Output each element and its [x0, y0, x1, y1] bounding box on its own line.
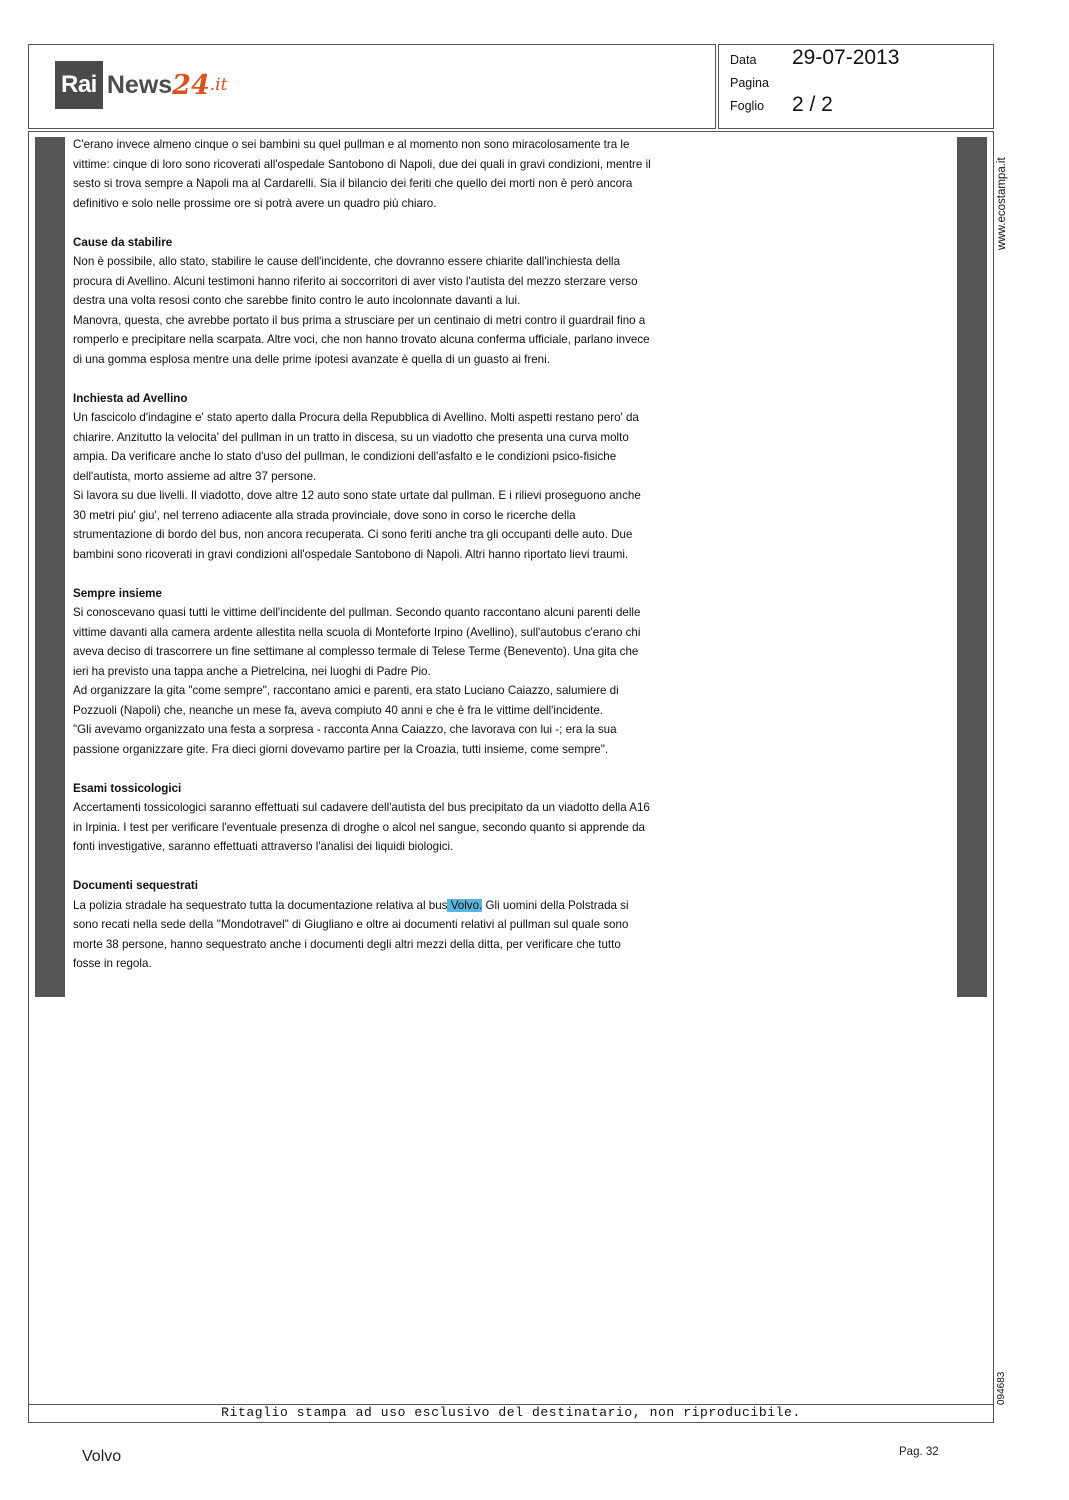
meta-value-foglio: 2 / 2 [792, 93, 833, 116]
paragraph: "Gli avevamo organizzato una festa a sorpresa - racconta Anna Caiazzo, che lavorava con lui -; era la sua passione organizzare gite. Fra dieci giorni dovevamo partire per la Croazia, tutti insieme, come sempre". [73, 723, 617, 756]
meta-label-pagina: Pagina [730, 76, 769, 90]
footer-page-number: Pag. 32 [899, 1446, 939, 1458]
paragraph-text: Gli uomini della Polstrada si sono recati nella sede della "Mondotravel" di Giugliano e oltre ai documenti relativi al pullman sul quale sono morte 38 persone, hanno sequestrato anche i documenti degli altri mezzi della ditta, per verificare che tutto fosse in regola. [73, 898, 629, 970]
article-intro: C'erano invece almeno cinque o sei bambini su quel pullman e al momento non sono miracolosamente tra le vittime: cinque di loro sono ricoverati all'ospedale Santobono di Napoli, due dei quali in gravi condizioni, mentre il sesto si trova sempre a Napoli ma al Cardarelli. Sia il bilancio dei feriti che quello dei morti non è però ancora definitivo e solo nelle prossime ore si potrà avere un quadro più chiaro. [73, 138, 651, 210]
highlight-keyword: Volvo. [447, 898, 483, 912]
logo-rai: Rai [55, 61, 103, 109]
meta-value-data: 29-07-2013 [792, 46, 900, 69]
logo-it: .it [209, 75, 228, 95]
footer-keyword: Volvo [82, 1448, 122, 1465]
clipping-code: 094683 [996, 1371, 1007, 1405]
article-body [73, 135, 651, 974]
logo-news: News [106, 70, 173, 99]
disclaimer: Ritaglio stampa ad uso esclusivo del destinatario, non riproducibile. [221, 1405, 801, 1420]
section-title-sempre-insieme: Sempre insieme [73, 586, 162, 600]
section-title-documenti: Documenti sequestrati [73, 879, 198, 892]
ecostampa-website: www.ecostampa.it [996, 157, 1008, 250]
logo-24: 24 [172, 69, 210, 101]
rainews24-logo [55, 60, 227, 110]
section-title-inchiesta: Inchiesta ad Avellino [73, 391, 188, 405]
paragraph: Non è possibile, allo stato, stabilire le cause dell'incidente, che dovranno essere chiarite dall'inchiesta della procura di Avellino. Alcuni testimoni hanno riferito ai soccorritori di aver visto l'autista del mezzo sterzare verso destra una volta resosi conto che sarebbe finito contro le auto incolonnate davanti a lui. [73, 255, 638, 307]
paragraph: Ad organizzare la gita "come sempre", raccontano amici e parenti, era stato Luciano Caiazzo, salumiere di Pozzuoli (Napoli) che, neanche un mese fa, aveva compiuto 40 anni e che è fra le vittime dell'incidente. [73, 684, 619, 717]
section-title-esami: Esami tossicologici [73, 781, 182, 795]
left-gray-bar [35, 137, 65, 997]
meta-label-data: Data [730, 53, 757, 67]
paragraph: Un fascicolo d'indagine e' stato aperto dalla Procura della Repubblica di Avellino. Molti aspetti restano pero' da chiarire. Anzitutto la velocita' del pullman in un tratto in discesa, su un viadotto che presenta una curva molto ampia. Da verificare anche lo stato d'uso del pullman, le condizioni dell'asfalto e le condizioni psico-fisiche dell'autista, morto assieme ad altre 37 persone. [73, 411, 639, 483]
right-gray-bar [957, 137, 987, 997]
paragraph: Accertamenti tossicologici saranno effettuati sul cadavere dell'autista del bus precipitato da un viadotto della A16 in Irpinia. I test per verificare l'eventuale presenza di droghe o alcol nel sangue, secondo quanto si apprende da fonti investigative, saranno effettuati attraverso l'analisi dei liquidi biologici. [73, 801, 650, 853]
meta-label-foglio: Foglio [730, 99, 765, 113]
paragraph: Si lavora su due livelli. Il viadotto, dove altre 12 auto sono state urtate dal pullman. E i rilievi proseguono anche 30 metri piu' giu', nel terreno adiacente alla strada provinciale, dove sono in corso le ricerche della strumentazione di bordo del bus, non ancora recuperata. Ci sono feriti anche tra gli occupanti delle auto. Due bambini sono ricoverati in gravi condizioni all'ospedale Santobono di Napoli. Altri hanno riportato lievi traumi. [73, 489, 641, 561]
paragraph-text: La polizia stradale ha sequestrato tutta la documentazione relativa al bus [73, 898, 448, 912]
paragraph [73, 896, 651, 974]
paragraph: Manovra, questa, che avrebbe portato il bus prima a strusciare per un centinaio di metri contro il guardrail fino a romperlo e precipitare nella scarpata. Altre voci, che non hanno trovato alcuna conferma ufficiale, parlano invece di una gomma esplosa mentre una delle prime ipotesi avanzate è quella di un guasto ai freni. [73, 313, 650, 366]
paragraph: Si conoscevano quasi tutti le vittime dell'incidente del pullman. Secondo quanto raccontano alcuni parenti delle vittime davanti alla camera ardente allestita nella scuola di Monteforte Irpino (Avellino), sull'autobus c'erano chi aveva deciso di trascorrere un fine settimane al complesso termale di Telese Terme (Benevento). Una gita che ieri ha previsto una tappa anche a Pietrelcina, nei luoghi di Padre Pio. [73, 606, 641, 678]
section-title-cause: Cause da stabilire [73, 235, 173, 249]
